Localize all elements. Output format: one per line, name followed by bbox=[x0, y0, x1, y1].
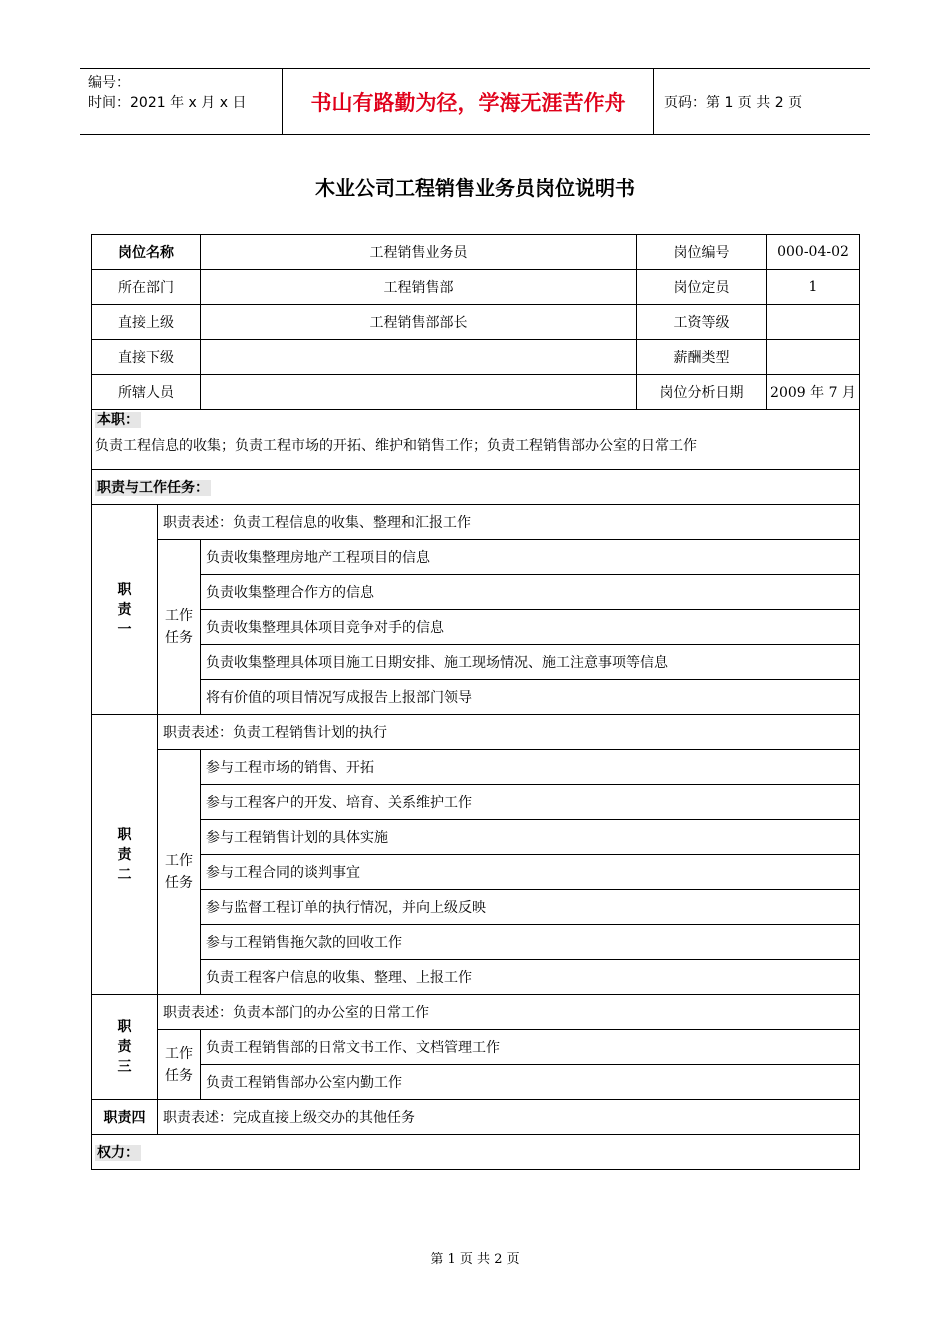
salary-grade-value bbox=[767, 305, 860, 340]
dept-value: 工程销售部 bbox=[201, 270, 637, 305]
task-item: 参与工程销售计划的具体实施 bbox=[201, 820, 860, 855]
duty-statement: 职责表述：负责本部门的办公室的日常工作 bbox=[158, 995, 860, 1030]
task-row bbox=[92, 540, 860, 575]
task-row bbox=[92, 680, 860, 715]
header-meta bbox=[80, 69, 282, 134]
page-header bbox=[80, 68, 870, 135]
task-row bbox=[92, 890, 860, 925]
duty-statement: 职责表述：负责工程销售计划的执行 bbox=[158, 715, 860, 750]
core-duty-label: 本职： bbox=[97, 412, 139, 428]
pay-type-value bbox=[767, 340, 860, 375]
table-row bbox=[92, 235, 860, 270]
duty-statement-row bbox=[92, 715, 860, 750]
duty-four-statement: 职责表述：完成直接上级交办的其他任务 bbox=[158, 1100, 860, 1135]
staff-label: 所辖人员 bbox=[92, 375, 201, 410]
task-item: 参与工程市场的销售、开拓 bbox=[201, 750, 860, 785]
duty-label: 职 责 二 bbox=[92, 715, 158, 995]
header-motto: 书山有路勤为径，学海无涯苦作舟 bbox=[282, 69, 654, 134]
page-footer: 第 1 页 共 2 页 bbox=[430, 1252, 520, 1267]
duties-label: 职责与工作任务： bbox=[97, 480, 209, 496]
duty-statement: 职责表述：负责工程信息的收集、整理和汇报工作 bbox=[158, 505, 860, 540]
task-item: 负责工程客户信息的收集、整理、上报工作 bbox=[201, 960, 860, 995]
task-row bbox=[92, 925, 860, 960]
task-label: 工作 任务 bbox=[158, 540, 201, 715]
task-row bbox=[92, 820, 860, 855]
task-item: 参与工程客户的开发、培育、关系维护工作 bbox=[201, 785, 860, 820]
duty-statement-row bbox=[92, 995, 860, 1030]
task-item: 负责收集整理具体项目施工日期安排、施工现场情况、施工注意事项等信息 bbox=[201, 645, 860, 680]
staff-value bbox=[201, 375, 637, 410]
table-row bbox=[92, 1135, 860, 1170]
task-label: 工作 任务 bbox=[158, 1030, 201, 1100]
task-row bbox=[92, 610, 860, 645]
task-row bbox=[92, 750, 860, 785]
table-row bbox=[92, 340, 860, 375]
task-item: 参与工程合同的谈判事宜 bbox=[201, 855, 860, 890]
task-item: 负责工程销售部的日常文书工作、文档管理工作 bbox=[201, 1030, 860, 1065]
table-row bbox=[92, 375, 860, 410]
authority-cell bbox=[92, 1135, 860, 1170]
task-item: 负责收集整理合作方的信息 bbox=[201, 575, 860, 610]
analysis-date-value: 2009 年 7 月 bbox=[767, 375, 860, 410]
authority-label: 权力： bbox=[97, 1145, 139, 1161]
duties-header-cell bbox=[92, 470, 860, 505]
time-label: 时间：2021 年 x 月 x 日 bbox=[88, 95, 247, 111]
table-row bbox=[92, 410, 860, 470]
dept-label: 所在部门 bbox=[92, 270, 201, 305]
task-row bbox=[92, 855, 860, 890]
task-item: 负责工程销售部办公室内勤工作 bbox=[201, 1065, 860, 1100]
headcount-value: 1 bbox=[767, 270, 860, 305]
pay-type-label: 薪酬类型 bbox=[637, 340, 767, 375]
task-row bbox=[92, 960, 860, 995]
number-label: 编号： bbox=[88, 75, 130, 91]
job-code-value: 000-04-02 bbox=[767, 235, 860, 270]
duty-statement-row bbox=[92, 505, 860, 540]
task-item: 负责收集整理具体项目竞争对手的信息 bbox=[201, 610, 860, 645]
task-row bbox=[92, 1065, 860, 1100]
task-row bbox=[92, 1030, 860, 1065]
header-page-info: 页码：第 1 页 共 2 页 bbox=[664, 94, 803, 111]
superior-value: 工程销售部部长 bbox=[201, 305, 637, 340]
task-item: 将有价值的项目情况写成报告上报部门领导 bbox=[201, 680, 860, 715]
table-row bbox=[92, 1100, 860, 1135]
job-name-value: 工程销售业务员 bbox=[201, 235, 637, 270]
task-item: 负责收集整理房地产工程项目的信息 bbox=[201, 540, 860, 575]
analysis-date-label: 岗位分析日期 bbox=[637, 375, 767, 410]
superior-label: 直接上级 bbox=[92, 305, 201, 340]
duty-label: 职 责 三 bbox=[92, 995, 158, 1100]
table-row bbox=[92, 270, 860, 305]
subordinate-value bbox=[201, 340, 637, 375]
job-code-label: 岗位编号 bbox=[637, 235, 767, 270]
task-item: 参与工程销售拖欠款的回收工作 bbox=[201, 925, 860, 960]
task-item: 参与监督工程订单的执行情况，并向上级反映 bbox=[201, 890, 860, 925]
task-row bbox=[92, 645, 860, 680]
task-row bbox=[92, 785, 860, 820]
task-label: 工作 任务 bbox=[158, 750, 201, 995]
core-duty-text: 负责工程信息的收集；负责工程市场的开拓、维护和销售工作；负责工程销售部办公室的日常工作 bbox=[95, 438, 697, 454]
table-row bbox=[92, 470, 860, 505]
subordinate-label: 直接下级 bbox=[92, 340, 201, 375]
job-description-table bbox=[91, 234, 860, 1170]
duty-label: 职 责 一 bbox=[92, 505, 158, 715]
duty-four-label: 职责四 bbox=[92, 1100, 158, 1135]
salary-grade-label: 工资等级 bbox=[637, 305, 767, 340]
core-duty-cell bbox=[92, 410, 860, 470]
document-title: 木业公司工程销售业务员岗位说明书 bbox=[315, 176, 635, 200]
task-row bbox=[92, 575, 860, 610]
job-name-label: 岗位名称 bbox=[92, 235, 201, 270]
table-row bbox=[92, 305, 860, 340]
headcount-label: 岗位定员 bbox=[637, 270, 767, 305]
